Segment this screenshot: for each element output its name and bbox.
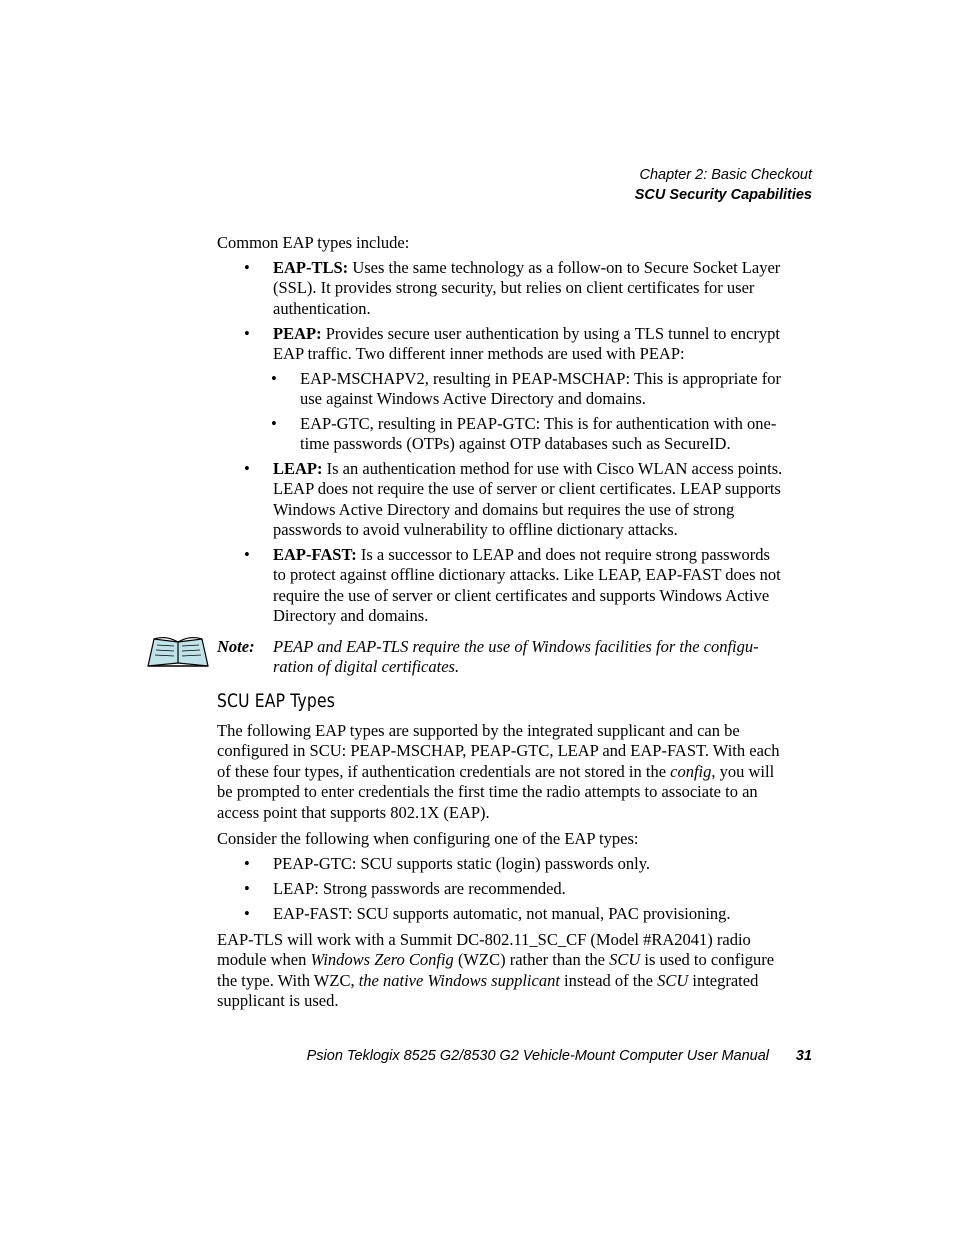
list-item-eap-tls <box>273 258 783 319</box>
footer-title: Psion Teklogix 8525 G2/8530 G2 Vehicle-Mount Computer User Manual <box>306 1048 769 1064</box>
para3-text-d: instead of the <box>559 970 658 990</box>
paragraph-consider: Consider the following when configuring one of the EAP types: <box>217 829 639 848</box>
bullet-icon: • <box>244 854 250 873</box>
list-item-leap-passwords: LEAP: Strong passwords are recommended. <box>273 879 566 898</box>
term-leap: LEAP: <box>273 459 323 478</box>
para1-text-b: , you will be prompted to enter credentials the first time the radio attempts to associate to an access point that supports 802.1X (EAP). <box>217 761 775 822</box>
para3-scu-2: SCU <box>657 970 689 990</box>
intro-text: Common EAP types include: <box>217 233 410 252</box>
sublist-item-gtc: EAP-GTC, resulting in PEAP-GTC: This is for authentication with one-time passwords (OTPs) against OTP databases such as SecureID. <box>300 414 777 454</box>
book-icon <box>146 633 210 669</box>
list-item-eap-fast <box>273 545 783 627</box>
bullet-icon: • <box>244 459 250 478</box>
para3-wzc: Windows Zero Config <box>310 950 454 970</box>
para1-text-a: The following EAP types are supported by the integrated supplicant and can be configured in SCU: PEAP-MSCHAP, PEAP-GTC, LEAP and EAP-FAST. With each of these four types, if authentication credentials are not stored in the <box>217 721 780 781</box>
term-eap-tls: EAP-TLS: <box>273 258 349 277</box>
list-item-eap-fast-pac: EAP-FAST: SCU supports automatic, not manual, PAC provisioning. <box>273 904 731 923</box>
bullet-icon: • <box>244 258 250 277</box>
section-header: SCU Security Capabilities <box>634 187 812 203</box>
paragraph-eap-tls-wzc <box>217 930 782 1012</box>
desc-eap-tls: Uses the same technology as a follow-on to Secure Socket Layer (SSL). It provides strong security, but relies on client certificates for user authentication. <box>273 258 781 318</box>
bullet-icon: • <box>244 904 250 923</box>
term-peap: PEAP: <box>273 324 322 343</box>
para1-config: config <box>670 761 712 781</box>
para3-text-e: integrated supplicant is used. <box>217 970 759 1011</box>
para3-text-a: EAP-TLS will work with a Summit DC-802.11_SC_CF (Model #RA2041) radio module when <box>217 930 751 970</box>
para3-text-b: (WZC) rather than the <box>453 950 610 970</box>
bullet-icon: • <box>244 879 250 898</box>
para3-text-c: is used to configure the type. With WZC, <box>217 950 775 990</box>
bullet-icon: • <box>244 545 250 564</box>
desc-peap: Provides secure user authentication by using a TLS tunnel to encrypt EAP traffic. Two different inner methods are used with PEAP: <box>273 324 780 364</box>
bullet-icon: • <box>271 414 277 433</box>
list-item-peap <box>273 324 783 365</box>
list-item-leap <box>273 459 783 541</box>
section-heading: SCU EAP Types <box>217 690 336 712</box>
term-eap-fast: EAP-FAST: <box>273 545 357 564</box>
bullet-icon: • <box>271 369 277 388</box>
list-item-peap-gtc: PEAP-GTC: SCU supports static (login) passwords only. <box>273 854 651 873</box>
note-label: Note: <box>217 637 255 656</box>
desc-leap: Is an authentication method for use with Cisco WLAN access points. LEAP does not require the use of server or client certificates. LEAP supports Windows Active Directory and domains but requires the use of strong passwords to avoid vulnerability to offline dictionary attacks. <box>273 459 783 540</box>
paragraph-supported-types <box>217 721 782 823</box>
note-text: PEAP and EAP-TLS require the use of Windows facilities for the configu-ration of digital certificates. <box>273 637 759 677</box>
chapter-header: Chapter 2: Basic Checkout <box>639 167 812 183</box>
bullet-icon: • <box>244 324 250 343</box>
sublist-item-mschap: EAP-MSCHAPV2, resulting in PEAP-MSCHAP: This is appropriate for use against Windows Active Directory and domains. <box>300 369 781 409</box>
desc-eap-fast: Is a successor to LEAP and does not require strong passwords to protect against offline dictionary attacks. Like LEAP, EAP-FAST does not require the use of server or client certificates and supports Windows Active Directory and domains. <box>273 545 781 626</box>
para3-native: the native Windows supplicant <box>358 970 560 990</box>
para3-scu-1: SCU <box>609 950 641 970</box>
page-number: 31 <box>795 1048 812 1064</box>
